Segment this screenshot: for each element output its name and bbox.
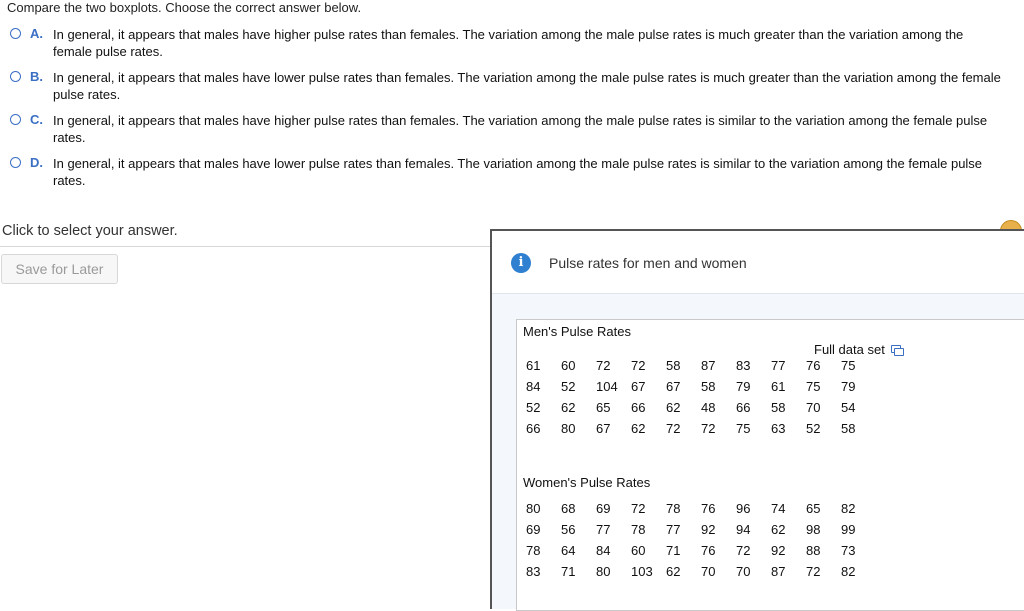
data-cell: 62: [666, 564, 681, 579]
data-cell: 70: [736, 564, 751, 579]
data-cell: 62: [771, 522, 786, 537]
save-for-later-button[interactable]: Save for Later: [1, 254, 118, 284]
data-cell: 92: [701, 522, 716, 537]
data-cell: 92: [771, 543, 786, 558]
info-icon: i: [511, 253, 531, 273]
data-cell: 76: [806, 358, 821, 373]
data-cell: 72: [806, 564, 821, 579]
data-cell: 70: [701, 564, 716, 579]
copy-icon[interactable]: [891, 345, 903, 355]
option-d[interactable]: [10, 155, 1010, 198]
data-cell: 77: [666, 522, 681, 537]
data-cell: 84: [526, 379, 541, 394]
table-row: [526, 498, 876, 519]
radio-button-d[interactable]: [10, 157, 21, 168]
data-cell: 52: [806, 421, 821, 436]
data-cell: 82: [841, 564, 856, 579]
option-text[interactable]: In general, it appears that males have lower pulse rates than females. The variation among the male pulse rates is much greater than the variation among the female pulse rates.: [53, 70, 1001, 102]
data-cell: 99: [841, 522, 856, 537]
table-row: [526, 376, 876, 397]
data-cell: 67: [596, 421, 611, 436]
data-cell: 66: [736, 400, 751, 415]
full-data-set-label[interactable]: Full data set: [814, 342, 885, 357]
data-cell: 54: [841, 400, 856, 415]
option-b[interactable]: [10, 69, 1010, 112]
data-cell: 70: [806, 400, 821, 415]
data-cell: 58: [771, 400, 786, 415]
data-cell: 74: [771, 501, 786, 516]
answer-options: [10, 26, 1010, 198]
data-cell: 72: [701, 421, 716, 436]
data-cell: 75: [806, 379, 821, 394]
data-cell: 69: [526, 522, 541, 537]
table-row: [526, 418, 876, 439]
women-section-title: Women's Pulse Rates: [523, 475, 651, 490]
data-cell: 78: [666, 501, 681, 516]
data-cell: 94: [736, 522, 751, 537]
data-cell: 78: [631, 522, 646, 537]
data-cell: 67: [631, 379, 646, 394]
data-cell: 52: [526, 400, 541, 415]
option-letter: B.: [30, 69, 43, 84]
radio-button-a[interactable]: [10, 28, 21, 39]
data-cell: 69: [596, 501, 611, 516]
divider: [0, 246, 492, 247]
option-text[interactable]: In general, it appears that males have higher pulse rates than females. The variation among the male pulse rates is much greater than the variation among the female pulse rates.: [53, 27, 964, 59]
table-row: [526, 540, 876, 561]
data-cell: 67: [666, 379, 681, 394]
data-cell: 79: [736, 379, 751, 394]
data-cell: 77: [771, 358, 786, 373]
data-cell: 72: [631, 358, 646, 373]
data-cell: 77: [596, 522, 611, 537]
data-cell: 84: [596, 543, 611, 558]
data-cell: 68: [561, 501, 576, 516]
women-pulse-table: [526, 498, 876, 582]
data-cell: 56: [561, 522, 576, 537]
table-row: [526, 355, 876, 376]
question-prompt: Compare the two boxplots. Choose the correct answer below.: [7, 0, 362, 15]
data-cell: 58: [701, 379, 716, 394]
data-cell: 64: [561, 543, 576, 558]
data-cell: 62: [666, 400, 681, 415]
data-cell: 83: [526, 564, 541, 579]
data-cell: 48: [701, 400, 716, 415]
data-cell: 52: [561, 379, 576, 394]
table-row: [526, 519, 876, 540]
data-cell: 65: [596, 400, 611, 415]
data-popup-panel: [490, 229, 1024, 609]
data-cell: 71: [561, 564, 576, 579]
instruction-text: Click to select your answer.: [2, 223, 178, 239]
data-cell: 82: [841, 501, 856, 516]
data-cell: 80: [561, 421, 576, 436]
data-cell: 61: [526, 358, 541, 373]
radio-button-c[interactable]: [10, 114, 21, 125]
data-cell: 63: [771, 421, 786, 436]
data-cell: 73: [841, 543, 856, 558]
data-cell: 72: [631, 501, 646, 516]
data-cell: 79: [841, 379, 856, 394]
data-cell: 78: [526, 543, 541, 558]
panel-header: [492, 231, 1024, 294]
data-card: [516, 319, 1024, 611]
data-cell: 75: [736, 421, 751, 436]
option-letter: C.: [30, 112, 43, 127]
table-row: [526, 561, 876, 582]
option-a[interactable]: [10, 26, 1010, 69]
data-cell: 80: [526, 501, 541, 516]
data-cell: 98: [806, 522, 821, 537]
option-text[interactable]: In general, it appears that males have lower pulse rates than females. The variation among the male pulse rates is similar to the variation among the female pulse rates.: [53, 156, 983, 188]
data-cell: 96: [736, 501, 751, 516]
data-cell: 62: [631, 421, 646, 436]
option-text[interactable]: In general, it appears that males have higher pulse rates than females. The variation among the male pulse rates is similar to the variation among the female pulse rates.: [53, 113, 988, 145]
data-cell: 65: [806, 501, 821, 516]
data-cell: 87: [701, 358, 716, 373]
data-cell: 72: [666, 421, 681, 436]
data-cell: 75: [841, 358, 856, 373]
data-cell: 61: [771, 379, 786, 394]
data-cell: 103: [631, 564, 653, 579]
data-cell: 80: [596, 564, 611, 579]
data-cell: 72: [596, 358, 611, 373]
data-cell: 87: [771, 564, 786, 579]
table-row: [526, 397, 876, 418]
option-c[interactable]: [10, 112, 1010, 155]
data-cell: 62: [561, 400, 576, 415]
data-cell: 60: [631, 543, 646, 558]
radio-button-b[interactable]: [10, 71, 21, 82]
data-cell: 104: [596, 379, 618, 394]
data-cell: 66: [631, 400, 646, 415]
data-cell: 72: [736, 543, 751, 558]
data-cell: 88: [806, 543, 821, 558]
data-cell: 83: [736, 358, 751, 373]
option-letter: D.: [30, 155, 43, 170]
data-cell: 58: [841, 421, 856, 436]
men-pulse-table: [526, 355, 876, 439]
data-cell: 76: [701, 543, 716, 558]
panel-title: Pulse rates for men and women: [549, 255, 747, 271]
option-letter: A.: [30, 26, 43, 41]
data-cell: 76: [701, 501, 716, 516]
data-cell: 66: [526, 421, 541, 436]
data-cell: 60: [561, 358, 576, 373]
data-cell: 71: [666, 543, 681, 558]
men-section-title: Men's Pulse Rates: [523, 324, 631, 339]
data-cell: 58: [666, 358, 681, 373]
